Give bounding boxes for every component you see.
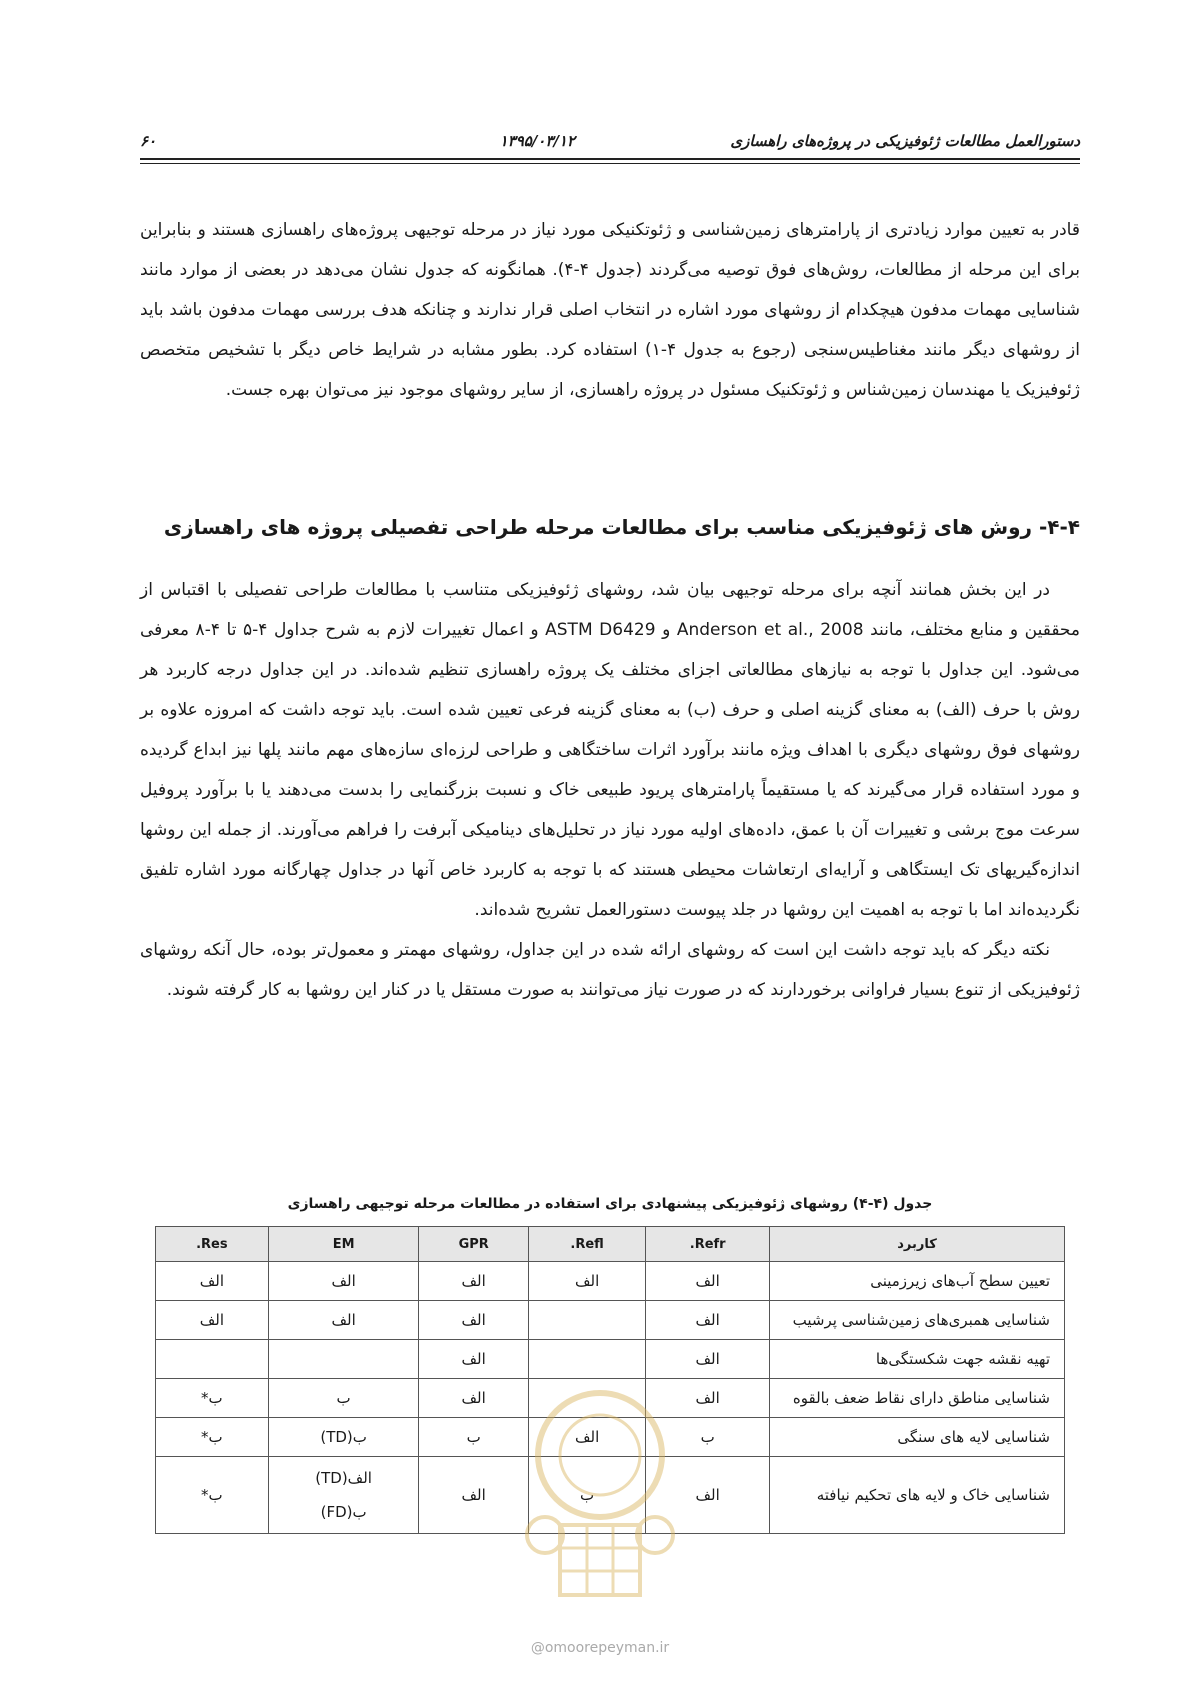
cell-res: ب* <box>156 1418 269 1457</box>
cell-res: الف <box>156 1262 269 1301</box>
cell-em: ب <box>268 1379 419 1418</box>
cell-refr: ب <box>646 1418 770 1457</box>
cell-em-line-2: ب(FD) <box>320 1503 367 1521</box>
section-heading: ۴-۴- روش های ژئوفیزیکی مناسب برای مطالعات مرحله طراحی تفصیلی پروژه های راهسازی <box>163 515 1080 539</box>
cell-gpr: الف <box>419 1301 528 1340</box>
cell-refr: الف <box>646 1457 770 1534</box>
header-date: ۱۳۹۵/۰۳/۱۲ <box>499 132 575 150</box>
table-header-row <box>156 1227 1065 1262</box>
body-paragraphs <box>140 570 1080 1010</box>
cell-application: شناسایی خاک و لایه های تحکیم نیافته <box>770 1457 1065 1534</box>
cell-refr: الف <box>646 1262 770 1301</box>
cell-em: ب(TD) <box>268 1418 419 1457</box>
cell-refl: الف <box>528 1262 645 1301</box>
col-header-application: کاربرد <box>770 1227 1065 1262</box>
col-header-em: EM <box>268 1227 419 1262</box>
cell-em: الف <box>268 1262 419 1301</box>
cell-em: الف <box>268 1301 419 1340</box>
cell-em-line-1: الف(TD) <box>315 1469 372 1487</box>
cell-res <box>156 1340 269 1379</box>
cell-application: تعیین سطح آب‌های زیرزمینی <box>770 1262 1065 1301</box>
paragraph-3-text: نکته دیگر که باید توجه داشت این است که روشهای ارائه شده در این جداول، روشهای مهمتر و معمول‌تر بوده، حال آنکه روشهای ژئوفیزیکی از تنوع بسیار فراوانی برخوردارند که در صورت نیاز می‌توانند به صورت مستقل یا در کنار این روشها به کار گرفته شوند. <box>140 940 1080 1000</box>
cell-res: ب* <box>156 1379 269 1418</box>
table-row <box>156 1301 1065 1340</box>
col-header-refr: Refr. <box>646 1227 770 1262</box>
cell-refr: الف <box>646 1301 770 1340</box>
table-caption: جدول (۴-۴) روشهای ژئوفیزیکی پیشنهادی برای استفاده در مطالعات مرحله توجیهی راهسازی <box>287 1196 933 1212</box>
cell-application: شناسایی مناطق دارای نقاط ضعف بالقوه <box>770 1379 1065 1418</box>
cell-refl <box>528 1301 645 1340</box>
header-rule-thin <box>140 163 1080 164</box>
col-header-refl: Refl. <box>528 1227 645 1262</box>
cell-gpr: الف <box>419 1340 528 1379</box>
col-header-gpr: GPR <box>419 1227 528 1262</box>
paragraph-text: قادر به تعیین موارد زیادتری از پارامترهای زمین‌شناسی و ژئوتکنیکی مورد نیاز در مرحله توجیهی پروژه‌های راهسازی هستند و بنابراین برای این مرحله از مطالعات، روش‌های فوق توصیه می‌گردند (جدول ۴-۴). همانگونه که جدول نشان می‌دهد در بعضی از موارد مانند شناسایی مهمات مدفون هیچکدام از روشهای مورد اشاره در انتخاب اصلی قرار ندارند و چنانکه هدف بررسی مهمات مدفون باشد باید از روشهای دیگر مانند مغناطیس‌سنجی (رجوع به جدول ۴-۱) استفاده کرد. بطور مشابه در شرایط خاص دیگر با تشخیص متخصص ژئوفیزیک یا مهندسان زمین‌شناس و ژئوتکنیک مسئول در پروژه راهسازی، از سایر روشهای موجود نیز می‌توان بهره جست. <box>140 220 1080 400</box>
cell-gpr: الف <box>419 1457 528 1534</box>
cell-gpr: الف <box>419 1262 528 1301</box>
cell-res: الف <box>156 1301 269 1340</box>
cell-refr: الف <box>646 1379 770 1418</box>
cell-refl <box>528 1340 645 1379</box>
seal-logo-icon <box>505 1375 695 1625</box>
cell-application: تهیه نقشه جهت شکستگی‌ها <box>770 1340 1065 1379</box>
table-row <box>156 1262 1065 1301</box>
col-header-res: Res. <box>156 1227 269 1262</box>
cell-res: ب* <box>156 1457 269 1534</box>
page-number: ۶۰ <box>140 132 157 150</box>
cell-refl: الف <box>528 1418 645 1457</box>
cell-application: شناسایی همبری‌های زمین‌شناسی پرشیب <box>770 1301 1065 1340</box>
header-rule <box>140 158 1080 160</box>
body-paragraph-1 <box>140 210 1080 410</box>
cell-gpr: الف <box>419 1379 528 1418</box>
paragraph-2-text: در این بخش همانند آنچه برای مرحله توجیهی بیان شد، روشهای ژئوفیزیکی متناسب با مطالعات طراحی تفصیلی با اقتباس از محققین و منابع مختلف، مانند Anderson et al., 2008 و ASTM D6429 و اعمال تغییرات لازم به شرح جداول ۴-۵ تا ۴-۸ معرفی می‌شود. این جداول با توجه به نیازهای مطالعاتی اجزای مختلف یک پروژه راهسازی تنظیم شده‌اند. در این جداول درجه کاربرد هر روش با حرف (الف) به معنای گزینه اصلی و حرف (ب) به معنای گزینه فرعی تعیین شده است. باید توجه داشت که امروزه علاوه بر روشهای فوق روشهای دیگری با اهداف ویژه مانند برآورد اثرات ساختگاهی و طراحی لرزه‌ای سازه‌های مهم مانند پلها نیز ابداع گردیده و مورد استفاده قرار می‌گیرند که یا مستقیماً پارامترهای پریود طبیعی خاک و نسبت بزرگنمایی را بدست می‌دهند یا با برآورد پروفیل سرعت موج برشی و تغییرات آن با عمق، داده‌های اولیه مورد نیاز در تحلیل‌های دینامیکی آبرفت را فراهم می‌آورند. از جمله این روشها اندازه‌گیریهای تک ایستگاهی و آرایه‌ای ارتعاشات محیطی هستند که با توجه به کاربرد خاص آنها در جداول چهارگانه مورد اشاره تلفیق نگردیده‌اند اما با توجه به اهمیت این روشها در جلد پیوست دستورالعمل تشریح شده‌اند. <box>140 580 1081 920</box>
table-row <box>156 1340 1065 1379</box>
cell-refl: ب <box>528 1457 645 1534</box>
cell-em <box>268 1340 419 1379</box>
cell-application: شناسایی لایه های سنگی <box>770 1418 1065 1457</box>
page-header <box>140 128 1080 164</box>
footer-watermark: @omoorepeyman.ir <box>530 1640 670 1656</box>
cell-em <box>268 1457 419 1534</box>
cell-gpr: ب <box>419 1418 528 1457</box>
cell-refr: الف <box>646 1340 770 1379</box>
header-title: دستورالعمل مطالعات ژئوفیزیکی در پروژه‌های راهسازی <box>730 132 1080 150</box>
